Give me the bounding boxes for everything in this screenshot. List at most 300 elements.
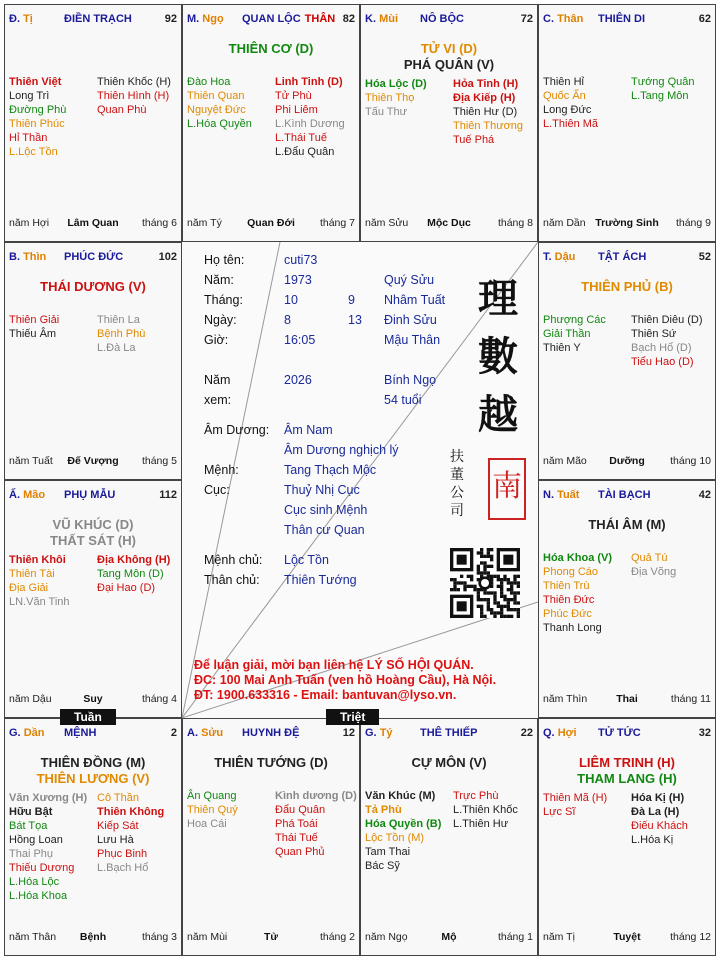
palace-code [187,13,224,25]
stars-right [97,791,164,875]
minor-star: Quốc Ấn [543,90,586,102]
palace-name [598,13,649,25]
seal-char: 南 [492,469,522,504]
palace-header [187,727,355,741]
stars-left [187,789,238,831]
palace-code [365,727,393,739]
palace-number: 12 [342,727,355,739]
stars-left [543,75,598,131]
stars-left [9,313,59,341]
minor-star: Hóa Khoa (V) [543,552,613,564]
minor-star: Văn Xương (H) [9,792,88,804]
truong-sinh: Dưỡng [609,455,645,467]
menh-label: Mệnh: [204,463,239,477]
calli-char-3: 越 [478,391,518,438]
chu-info [204,550,444,590]
month-label: tháng 10 [670,455,711,467]
main-star: CỰ MÔN (V) [411,755,487,770]
birth-label: Năm: [204,273,234,287]
palace-branch: Tị [23,13,33,25]
palace-code [543,13,583,25]
minor-star: L.Bạch Hổ [97,862,149,874]
minor-star: Bệnh Phù [97,328,146,340]
palace-cell-ti[interactable] [4,4,182,242]
palace-code [543,489,579,501]
minor-star: Thiên Quan [187,90,245,102]
palace-header [543,727,711,741]
main-stars [539,279,715,295]
palace-footer [9,693,177,707]
minor-star: Phục Binh [97,848,148,860]
palace-title: PHÚC ĐỨC [64,251,124,263]
palace-branch: Thìn [23,251,47,263]
palace-stem: T. [543,251,552,263]
minor-star: Thiên Việt [9,76,62,88]
minor-star: Tướng Quân [631,76,695,88]
minor-star: Thiên Tài [9,568,55,580]
minor-star: L.Tang Môn [631,90,689,102]
truong-sinh: Quan Đới [247,217,295,229]
truong-sinh: Mộ [441,931,457,943]
birth-solar: 16:05 [284,333,316,347]
palace-cell-mui[interactable] [360,4,538,242]
palace-number: 32 [698,727,711,739]
palace-cell-thin[interactable] [4,242,182,480]
stars-left [543,313,606,355]
year-label: năm Hợi [9,217,50,229]
minor-star: L.Thiên Khốc [453,804,518,816]
palace-title: THIÊN DI [598,13,646,25]
palace-stem: Q. [543,727,555,739]
stars-right [453,77,523,147]
minor-star: L.Hóa Lộc [9,876,60,888]
calli-char-1: 理 [478,275,518,322]
cuc-value: Thuỷ Nhị Cục [284,483,360,497]
palace-number: 62 [698,13,711,25]
main-star: THẤT SÁT (H) [50,533,136,548]
minor-star: Hỉ Thần [9,132,48,144]
birth-solar: 8 [284,313,291,327]
minor-star: Thiên Quý [187,804,238,816]
palace-footer [187,931,355,945]
birth-row [204,250,504,270]
minor-star: L.Thiên Hư [453,818,509,830]
stars-left [9,75,66,159]
main-star: THIÊN CƠ (D) [228,41,314,56]
palace-footer [9,455,177,469]
main-star: LIÊM TRINH (H) [578,755,676,770]
birth-solar: cuti73 [284,253,318,267]
minor-star: Thiên Khốc (H) [97,76,171,88]
contact-block [194,658,496,703]
truong-sinh: Tử [263,931,279,943]
palace-footer [9,931,177,945]
palace-title: TỬ TỨC [598,727,641,739]
minor-star: Đường Phù [9,104,67,116]
month-label: tháng 2 [319,931,355,943]
stars-right [631,551,676,579]
minor-star: Hóa Kị (H) [631,792,685,804]
stars-right [97,75,171,117]
palace-branch: Sửu [201,727,224,739]
palace-number: 102 [158,251,177,263]
minor-star: Văn Khúc (M) [365,790,436,802]
main-stars [183,755,359,771]
birth-info [204,250,504,350]
stars-right [631,313,703,369]
palace-title: PHỤ MẪU [64,489,116,501]
palace-header [365,727,533,741]
year-label: năm Sửu [365,217,409,229]
palace-name [598,489,655,501]
minor-star: Trực Phù [453,790,499,802]
minor-star: Lưu Hà [97,834,134,846]
birth-label: Ngày: [204,313,237,327]
palace-cell-tuat[interactable] [538,480,716,718]
palace-header [543,489,711,503]
minor-star: Thiên Thương [453,120,524,132]
stars-right [275,789,357,859]
stars-left [365,77,427,119]
main-star: THIÊN PHỦ (B) [581,279,673,294]
stars-left [543,551,612,635]
minor-star: Long Đức [543,104,592,116]
minor-star: Cô Thần [97,792,139,804]
minor-star: Thiếu Âm [9,328,57,340]
stars-left [365,789,441,873]
palace-footer [365,217,533,231]
truong-sinh: Suy [83,693,103,705]
minor-star: L.Đẩu Quân [275,146,335,158]
minor-star: Tấu Thư [365,106,408,118]
palace-footer [187,217,355,231]
contact-line-1: Để luận giải, mời bạn liên hệ LÝ SỐ HỘI QUÁN. [194,658,474,672]
destiny-info [204,420,444,540]
palace-header [9,251,177,265]
palace-stem: C. [543,13,554,25]
minor-star: Thiên Hư (D) [453,106,518,118]
palace-branch: Ngọ [202,13,224,25]
namxem-value: 2026 [284,373,312,387]
minor-star: Phượng Các [543,314,606,326]
month-label: tháng 12 [670,931,711,943]
minor-star: Kiếp Sát [97,820,139,832]
calligraphy-title [468,270,528,444]
minor-star: Thiên Mã (H) [543,792,608,804]
cuc-value-2: Cục sinh Mệnh [284,503,368,517]
minor-star: L.Đà La [97,342,136,354]
year-label: năm Ngọ [365,931,408,943]
minor-star: Đào Hoa [187,76,231,88]
minor-star: Địa Kiếp (H) [453,92,516,104]
calli-char-2: 數 [478,333,518,380]
minor-star: Thiên Đức [543,594,595,606]
stars-left [543,791,607,819]
palace-name [598,251,650,263]
palace-code [187,727,223,739]
minor-star: Bạch Hổ (D) [631,342,692,354]
minor-star: Nguyệt Đức [187,104,246,116]
palace-number: 72 [520,13,533,25]
contact-line-3: ĐT: 1900.633316 - Email: bantuvan@lyso.vn. [194,688,457,702]
minor-star: Đẩu Quân [275,804,326,816]
year-label: năm Thìn [543,693,588,705]
minor-star: Thiên Khôi [9,554,66,566]
main-stars [539,517,715,533]
palace-header [543,13,711,27]
palace-footer [543,217,711,231]
main-stars [5,755,181,787]
minor-star: Thiên Y [543,342,581,354]
stars-right [275,75,345,159]
palace-branch: Mão [23,489,46,501]
age: 54 tuổi [384,393,422,407]
palace-header [9,489,177,503]
minor-star: Quan Phủ [275,846,325,858]
menh-value: Tang Thạch Mộc [284,463,377,477]
palace-number: 92 [164,13,177,25]
palace-header [187,13,355,27]
stars-left [9,553,70,609]
main-stars [539,755,715,787]
birth-canchi: Đinh Sửu [384,313,437,327]
month-label: tháng 4 [141,693,177,705]
palace-stem: M. [187,13,200,25]
month-label: tháng 7 [319,217,355,229]
birth-lunar: 13 [348,313,362,327]
minor-star: Tuế Phá [453,134,495,146]
palace-cell-ty[interactable] [360,718,538,956]
minor-star: Tiểu Hao (D) [631,356,694,368]
minor-star: Đà La (H) [631,806,680,818]
palace-cell-ngo[interactable] [182,4,360,242]
minor-star: Tả Phù [365,804,402,816]
palace-title: NÔ BỘC [420,13,464,25]
palace-name [64,489,119,501]
palace-cell-dan[interactable] [4,718,182,956]
amduong-value-2: Âm Dương nghịch lý [284,443,399,457]
contact-line-2: ĐC: 100 Mai Anh Tuấn (ven hồ Hoàng Cầu), Hà Nội. [194,673,497,687]
minor-star: Thiên Không [97,806,165,818]
minor-star: Lộc Tồn (M) [365,832,425,844]
year-label: năm Dậu [9,693,52,705]
palace-name [64,13,136,25]
main-stars [361,41,537,73]
main-star: TỬ VI (D) [420,41,478,56]
birth-solar: 1973 [284,273,312,287]
stars-left [187,75,252,131]
minor-star: Thanh Long [543,622,602,634]
palace-number: 42 [698,489,711,501]
truong-sinh: Thai [616,693,638,705]
palace-number: 112 [159,489,177,501]
palace-stem: K. [365,13,376,25]
cuc-label: Cục: [204,483,230,497]
palace-branch: Dậu [554,251,576,263]
minor-star: L.Kình Dương [275,118,345,130]
birth-row [204,270,504,290]
palace-number: 52 [698,251,711,263]
palace-cell-mao[interactable] [4,480,182,718]
truong-sinh: Mộc Dục [427,217,471,229]
palace-cell-hoi[interactable] [538,718,716,956]
main-stars [5,517,181,549]
minor-star: Thiếu Dương [9,862,75,874]
minor-star: Phá Toái [275,818,318,830]
thanchu-label: Thân chủ: [204,573,260,587]
truong-sinh: Tuyệt [613,931,641,943]
minor-star: Ân Quang [187,790,237,802]
palace-header [543,251,711,265]
minor-star: Hóa Lộc (D) [365,78,427,90]
palace-title: THÊ THIẾP [420,727,478,739]
truong-sinh: Trường Sinh [595,217,659,229]
palace-cell-dau[interactable] [538,242,716,480]
birth-canchi: Quý Sửu [384,273,435,287]
birth-row [204,330,504,350]
minor-star: Thiên Phúc [9,118,65,130]
main-stars [183,41,359,57]
birth-label: Tháng: [204,293,243,307]
minor-star: Điếu Khách [631,820,688,832]
seal-text-vertical: 扶董公司 [450,449,464,519]
palace-code [365,13,398,25]
palace-stem: Đ. [9,13,20,25]
month-label: tháng 5 [141,455,177,467]
qr-code[interactable] [450,548,520,618]
minor-star: Thiên Trù [543,580,590,592]
minor-star: Phong Cáo [543,566,599,578]
minor-star: Tử Phù [275,90,312,102]
palace-title: ĐIỀN TRẠCH [64,13,132,25]
palace-footer [9,217,177,231]
palace-stem: G. [365,727,377,739]
amduong-label: Âm Dương: [204,423,270,437]
year-label: năm Tý [187,217,222,229]
year-label: năm Thân [9,931,57,943]
palace-cell-than[interactable] [538,4,716,242]
main-star: PHÁ QUÂN (V) [403,57,495,72]
minor-star: Thiên Giải [9,314,60,326]
minor-star: Quả Tú [631,552,668,564]
palace-header [9,13,177,27]
palace-footer [543,693,711,707]
minor-star: Kình dương (D) [275,790,357,802]
minor-star: Tang Môn (D) [97,568,164,580]
cuc-value-3: Thân cư Quan [284,523,365,537]
year-label: năm Mùi [187,931,228,943]
palace-name [598,727,645,739]
year-label: năm Tuất [9,455,53,467]
main-star: THAM LANG (H) [577,771,677,786]
palace-name [420,13,468,25]
main-star: THÁI DƯƠNG (V) [40,279,146,294]
palace-branch: Tý [379,727,393,739]
minor-star: L.Thái Tuế [275,132,327,144]
namxem-can: Bính Ngọ [384,373,437,387]
stars-right [97,553,170,595]
minor-star: Đại Hao (D) [97,582,156,594]
palace-title: TÀI BẠCH [598,489,651,501]
minor-star: Linh Tinh (D) [275,76,343,88]
minor-star: L.Thiên Mã [543,118,599,130]
stars-left [9,791,87,903]
minor-star: Giải Thần [543,328,591,340]
minor-star: L.Hóa Kị [631,834,674,846]
main-star: THIÊN TƯỚNG (D) [214,755,328,770]
red-seal [488,458,526,520]
palace-code [9,13,33,25]
palace-number: 82 [342,13,355,25]
palace-stem: Ấ. [9,489,20,501]
palace-number: 2 [170,727,177,739]
palace-stem: A. [187,727,198,739]
palace-header [9,727,177,741]
menhchu-value: Lộc Tồn [284,553,329,567]
palace-name [242,13,335,25]
stars-right [631,75,695,103]
palace-title: TẬT ÁCH [598,251,647,263]
minor-star: Thái Tuế [275,832,318,844]
birth-solar: 10 [284,293,298,307]
minor-star: Phi Liêm [275,104,318,116]
minor-star: Quan Phù [97,104,147,116]
minor-star: Hóa Quyền (B) [365,818,442,830]
main-star: THIÊN ĐỒNG (M) [40,755,146,770]
palace-code [543,251,575,263]
minor-star: Bác Sỹ [365,860,400,872]
main-stars [361,755,537,771]
palace-code [9,727,44,739]
palace-cell-suu[interactable] [182,718,360,956]
amduong-value: Âm Nam [284,423,333,437]
menhchu-label: Mệnh chủ: [204,553,263,567]
minor-star: Bát Tọa [9,820,48,832]
birth-label: Họ tên: [204,253,245,267]
palace-footer [543,931,711,945]
year-label: năm Tị [543,931,575,943]
palace-stem: G. [9,727,21,739]
palace-number: 22 [520,727,533,739]
palace-code [9,489,45,501]
birth-row [204,310,504,330]
palace-stem: B. [9,251,20,263]
minor-star: L.Lộc Tồn [9,146,58,158]
palace-branch: Thân [557,13,584,25]
main-star: THIÊN LƯƠNG (V) [36,771,150,786]
palace-header [365,13,533,27]
minor-star: Thai Phụ [9,848,54,860]
birth-canchi: Mậu Thân [384,333,441,347]
palace-title: HUYNH ĐỆ [242,727,300,739]
month-label: tháng 8 [497,217,533,229]
minor-star: Tam Thai [365,846,411,858]
main-star: THÁI ÂM (M) [588,517,666,532]
minor-star: L.Hóa Khoa [9,890,68,902]
minor-star: L.Hóa Quyền [187,118,252,130]
palace-branch: Tuất [557,489,580,501]
month-label: tháng 9 [675,217,711,229]
palace-name [420,727,481,739]
birth-canchi: Nhâm Tuất [384,293,446,307]
stars-right [453,789,518,831]
palace-name [64,251,127,263]
than-marker: THÂN [304,13,336,25]
minor-star: Thiên Hình (H) [97,90,170,102]
minor-star: Địa Võng [631,566,677,578]
minor-star: Thiên Hỉ [543,76,584,88]
truong-sinh: Bệnh [79,931,107,943]
